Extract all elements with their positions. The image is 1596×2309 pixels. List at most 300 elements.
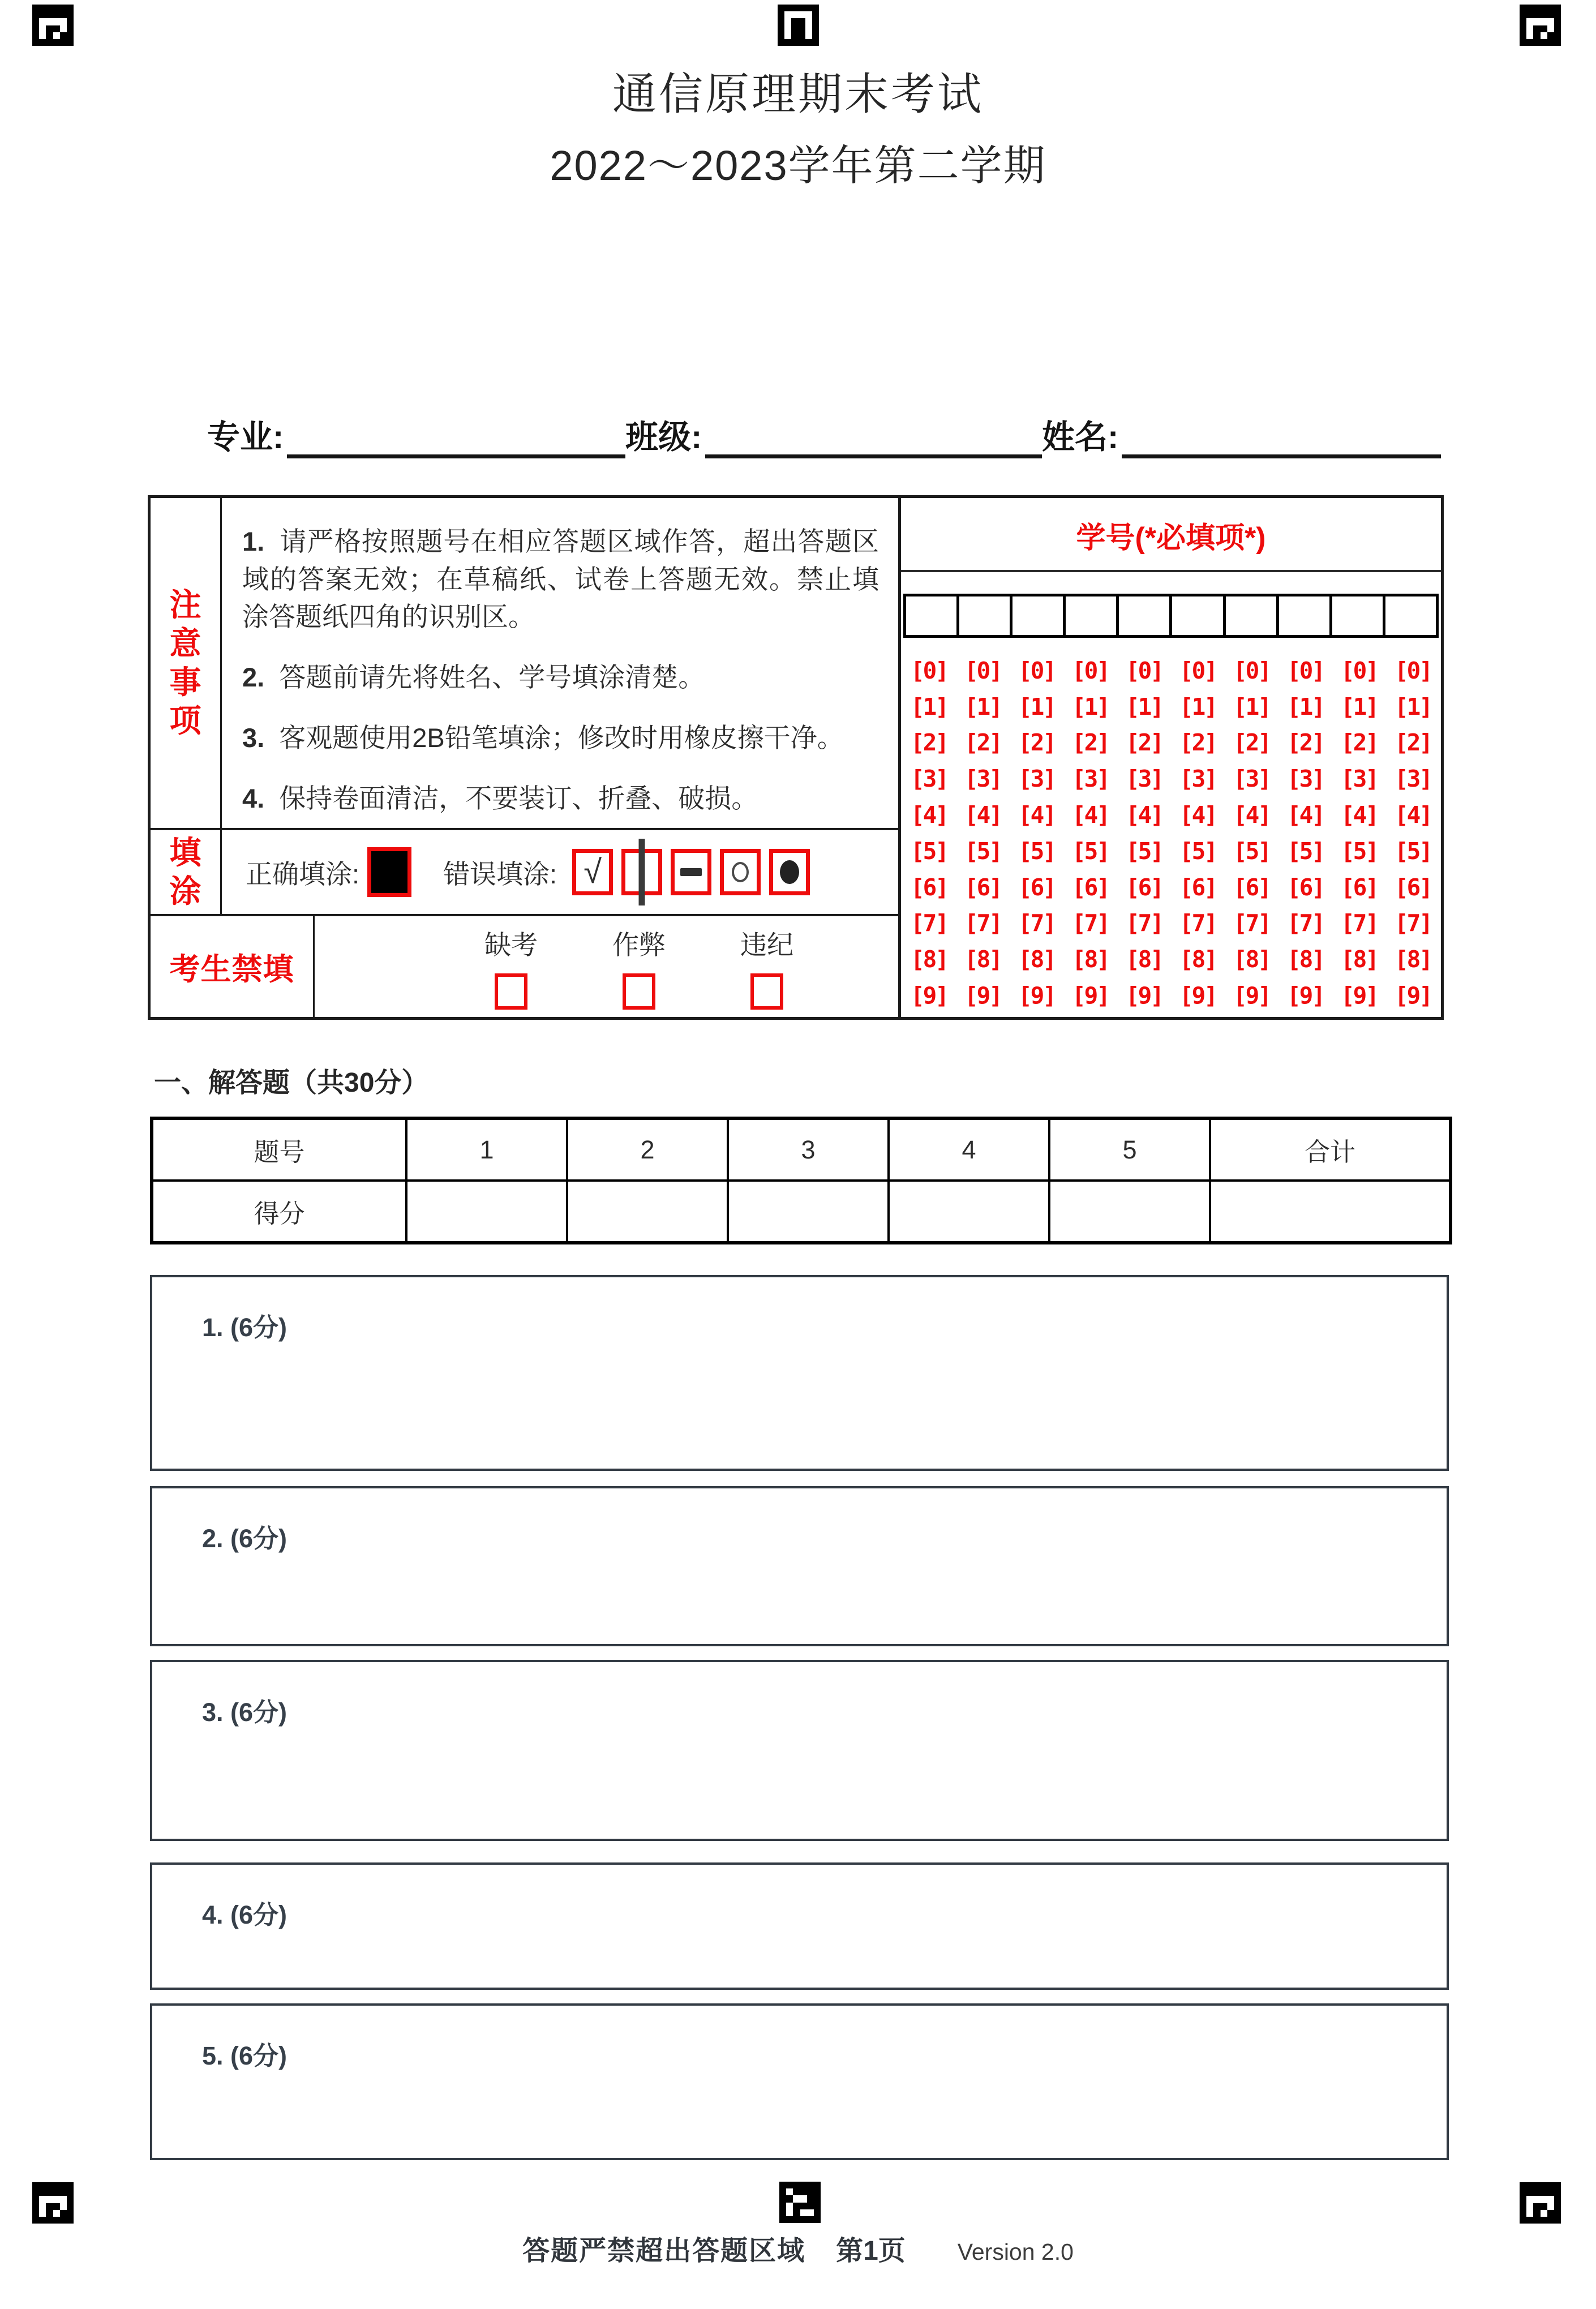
examiner-option-checkbox[interactable] [750, 973, 783, 1010]
student-id-bubble[interactable]: [1] [1394, 693, 1432, 720]
marker-cell [60, 25, 67, 32]
question-column-header: 5 [1049, 1118, 1210, 1181]
student-id-bubble[interactable]: [6] [1340, 873, 1378, 901]
question-column-header: 3 [728, 1118, 889, 1181]
fiducial-bottom-left [32, 2182, 74, 2224]
student-id-bubble[interactable]: [9] [1071, 982, 1109, 1010]
score-table-header-row [152, 1118, 1451, 1181]
student-id-bubble[interactable]: [7] [1286, 909, 1324, 937]
student-id-bubble[interactable]: [4] [1071, 801, 1109, 829]
marker-cell [67, 2182, 74, 2189]
marker-cell [799, 25, 805, 32]
marker-cell [793, 2182, 800, 2188]
student-id-bubble[interactable]: [4] [1394, 801, 1432, 829]
student-id-bubble[interactable]: [7] [1018, 909, 1056, 937]
marker-cell [786, 2195, 793, 2202]
marker-cell [1526, 11, 1533, 18]
marker-cell [32, 2203, 39, 2210]
student-id-bubble[interactable]: [4] [910, 801, 948, 829]
student-id-bubble[interactable]: [9] [910, 982, 948, 1010]
marker-cell [800, 2195, 807, 2202]
marker-cell [67, 2217, 74, 2224]
student-id-bubble[interactable]: [1] [910, 693, 948, 720]
marker-cell [807, 2195, 814, 2202]
student-id-bubble[interactable]: [7] [1394, 909, 1432, 937]
marker-cell [799, 5, 805, 11]
fiducial-top-center [778, 5, 819, 46]
marker-cell [53, 2203, 60, 2210]
marker-cell [1554, 32, 1561, 39]
student-id-bubble[interactable]: [0] [1286, 656, 1324, 684]
marker-cell [67, 2203, 74, 2210]
marker-cell [1526, 32, 1533, 39]
wrong-fill-example-box [720, 849, 761, 895]
fill-demo-label [151, 830, 222, 914]
marker-cell [786, 2182, 793, 2188]
student-id-bubble[interactable]: [9] [1286, 982, 1324, 1010]
marker-cell [807, 2182, 814, 2188]
student-id-bubble[interactable]: [3] [1018, 765, 1056, 793]
marker-cell [1541, 2189, 1547, 2196]
marker-cell [1533, 39, 1540, 46]
student-id-title: 学号(*必填项*) [1076, 522, 1266, 555]
examiner-option-label: 作弊 [612, 929, 666, 960]
marker-cell [793, 2209, 800, 2216]
notice-item-text: 客观题使用2B铅笔填涂；修改时用橡皮擦干净。 [279, 722, 844, 753]
student-id-bubble[interactable]: [4] [1286, 801, 1324, 829]
notice-item [242, 523, 879, 636]
student-id-bubble[interactable]: [6] [1125, 873, 1163, 901]
marker-cell [814, 2195, 821, 2202]
student-id-bubble[interactable]: [6] [964, 873, 1002, 901]
marker-cell [39, 5, 46, 11]
marker-cell [53, 11, 60, 18]
marker-cell [39, 18, 46, 25]
student-id-bubble[interactable]: [8] [910, 946, 948, 973]
student-id-bubble[interactable]: [0] [1394, 656, 1432, 684]
score-cell[interactable] [406, 1181, 567, 1243]
marker-cell [1554, 25, 1561, 32]
marker-cell [67, 32, 74, 39]
marker-cell [799, 11, 805, 18]
marker-cell [60, 32, 67, 39]
marker-cell [778, 11, 784, 18]
notice-item [242, 719, 879, 757]
student-id-bubble[interactable]: [3] [1286, 765, 1324, 793]
marker-cell [1533, 25, 1540, 32]
marker-cell [1547, 39, 1554, 46]
marker-cell [791, 5, 798, 11]
student-id-digit-box[interactable] [1329, 594, 1385, 638]
marker-cell [1547, 2189, 1554, 2196]
marker-cell [805, 18, 812, 25]
student-id-write-boxes [903, 594, 1439, 638]
label-char: 注 [169, 586, 201, 623]
student-id-bubble[interactable]: [5] [1071, 837, 1109, 865]
student-id-bubble[interactable]: [3] [1394, 765, 1432, 793]
marker-cell [1533, 32, 1540, 39]
marker-cell [1526, 39, 1533, 46]
footer-version: Version 2.0 [957, 2239, 1074, 2265]
student-id-bubble[interactable]: [8] [1071, 946, 1109, 973]
student-id-panel [898, 498, 1441, 1017]
student-id-bubble[interactable]: [0] [1233, 656, 1271, 684]
wrong-fill-example-box [769, 849, 810, 895]
marker-cell [778, 32, 784, 39]
field-write-line[interactable] [1122, 419, 1441, 458]
marker-cell [786, 2209, 793, 2216]
student-id-bubble[interactable]: [8] [1179, 946, 1217, 973]
marker-cell [1520, 25, 1526, 32]
hollow-circle-icon [732, 862, 749, 882]
marker-cell [812, 25, 819, 32]
notice-item-text: 保持卷面清洁，不要装订、折叠、破损。 [279, 783, 758, 813]
student-id-digit-box[interactable] [1276, 594, 1332, 638]
fill-demo-row [151, 830, 898, 916]
student-id-bubble[interactable]: [9] [1340, 982, 1378, 1010]
student-id-bubble[interactable]: [5] [1394, 837, 1432, 865]
marker-cell [1554, 2217, 1561, 2224]
student-id-digit-box[interactable] [1383, 594, 1439, 638]
notice-row [151, 498, 898, 830]
student-id-digit-box[interactable] [956, 594, 1012, 638]
field-label: 班级: [625, 418, 702, 456]
marker-cell [799, 39, 805, 46]
question-number-header: 题号 [152, 1118, 406, 1181]
student-id-bubble[interactable]: [7] [1071, 909, 1109, 937]
student-id-bubble[interactable]: [0] [1340, 656, 1378, 684]
fiducial-bottom-right [1520, 2182, 1561, 2224]
marker-cell [1547, 5, 1554, 11]
marker-cell [812, 11, 819, 18]
marker-cell [1547, 2217, 1554, 2224]
marker-cell [39, 39, 46, 46]
marker-cell [1526, 2189, 1533, 2196]
student-id-bubble[interactable]: [0] [910, 656, 948, 684]
marker-cell [779, 2182, 786, 2188]
score-cell[interactable] [728, 1181, 889, 1243]
student-id-bubble[interactable]: [2] [1394, 729, 1432, 757]
marker-cell [1533, 2217, 1540, 2224]
student-id-bubble[interactable]: [4] [1233, 801, 1271, 829]
label-char: 项 [169, 702, 201, 739]
student-id-bubble[interactable]: [3] [1233, 765, 1271, 793]
marker-cell [60, 39, 67, 46]
student-id-bubble[interactable]: [9] [1394, 982, 1432, 1010]
score-cell[interactable] [1049, 1181, 1210, 1243]
marker-cell [1520, 2203, 1526, 2210]
marker-cell [32, 2196, 39, 2203]
student-id-bubble[interactable]: [6] [910, 873, 948, 901]
student-id-bubble[interactable]: [7] [964, 909, 1002, 937]
student-id-bubble[interactable]: [3] [1125, 765, 1163, 793]
marker-cell [1520, 2196, 1526, 2203]
marker-cell [778, 5, 784, 11]
marker-cell [807, 2216, 814, 2223]
marker-cell [46, 25, 53, 32]
marker-cell [60, 18, 67, 25]
student-id-bubble[interactable]: [2] [1286, 729, 1324, 757]
footer-page-number: 第1页 [836, 2236, 906, 2266]
marker-cell [46, 5, 53, 11]
examiner-only-options [315, 916, 898, 1017]
marker-cell [1541, 2210, 1547, 2217]
marker-cell [800, 2188, 807, 2195]
wrong-fill-example-box [621, 849, 662, 895]
marker-cell [46, 18, 53, 25]
marker-cell [1541, 2196, 1547, 2203]
marker-cell [1554, 2182, 1561, 2189]
student-id-bubble[interactable]: [2] [1233, 729, 1271, 757]
marker-cell [779, 2195, 786, 2202]
marker-cell [778, 39, 784, 46]
student-id-bubble[interactable]: [7] [1233, 909, 1271, 937]
student-id-bubble[interactable]: [8] [1286, 946, 1324, 973]
field-label: 姓名: [1042, 418, 1119, 456]
marker-cell [39, 2210, 46, 2217]
student-id-bubble[interactable]: [6] [1286, 873, 1324, 901]
marker-cell [807, 2203, 814, 2209]
marker-cell [1554, 2210, 1561, 2217]
marker-cell [67, 39, 74, 46]
student-id-digit-box[interactable] [1169, 594, 1225, 638]
student-id-bubble[interactable]: [0] [1179, 656, 1217, 684]
answer-box-q5[interactable] [150, 2003, 1449, 2160]
marker-cell [1541, 2182, 1547, 2189]
student-id-bubble[interactable]: [1] [1179, 693, 1217, 720]
student-id-bubble[interactable]: [1] [964, 693, 1002, 720]
student-id-bubble[interactable]: [4] [1340, 801, 1378, 829]
notice-item-number: 4. [242, 783, 265, 813]
student-id-bubble[interactable]: [0] [964, 656, 1002, 684]
student-id-bubble[interactable]: [9] [1018, 982, 1056, 1010]
score-row-label: 得分 [152, 1181, 406, 1243]
student-id-bubble[interactable]: [0] [1125, 656, 1163, 684]
student-id-bubble[interactable]: [2] [1018, 729, 1056, 757]
answer-box-q1[interactable] [150, 1275, 1449, 1471]
marker-cell [779, 2216, 786, 2223]
marker-cell [1547, 11, 1554, 18]
student-id-bubble[interactable]: [4] [1018, 801, 1056, 829]
student-id-bubble[interactable]: [3] [910, 765, 948, 793]
marker-cell [784, 18, 791, 25]
marker-cell [1547, 2210, 1554, 2217]
answer-box-q3[interactable] [150, 1660, 1449, 1841]
student-id-bubble[interactable]: [5] [1125, 837, 1163, 865]
marker-cell [791, 18, 798, 25]
student-id-bubble[interactable]: [8] [1018, 946, 1056, 973]
student-id-bubble[interactable]: [1] [1071, 693, 1109, 720]
student-id-bubble[interactable]: [5] [1233, 837, 1271, 865]
student-id-bubble[interactable]: [7] [1125, 909, 1163, 937]
student-id-bubble[interactable]: [8] [964, 946, 1002, 973]
student-id-bubble[interactable]: [2] [910, 729, 948, 757]
answer-box-label: 1. (6分) [202, 1313, 288, 1342]
marker-cell [1533, 2189, 1540, 2196]
student-info-row [207, 411, 1441, 458]
marker-cell [814, 2209, 821, 2216]
student-id-bubble[interactable]: [1] [1018, 693, 1056, 720]
student-id-bubble[interactable]: [4] [964, 801, 1002, 829]
marker-cell [39, 2189, 46, 2196]
student-id-bubble[interactable]: [1] [1286, 693, 1324, 720]
student-id-bubble[interactable]: [8] [1340, 946, 1378, 973]
student-id-bubble[interactable]: [4] [1125, 801, 1163, 829]
marker-cell [1520, 5, 1526, 11]
marker-cell [793, 2216, 800, 2223]
student-id-bubble[interactable]: [5] [1340, 837, 1378, 865]
student-id-bubble[interactable]: [2] [1340, 729, 1378, 757]
marker-cell [812, 32, 819, 39]
marker-cell [805, 39, 812, 46]
student-id-bubble[interactable]: [3] [1340, 765, 1378, 793]
marker-cell [805, 5, 812, 11]
student-id-bubble[interactable]: [8] [1394, 946, 1432, 973]
marker-cell [1554, 5, 1561, 11]
marker-cell [1520, 32, 1526, 39]
short-dash-icon [680, 868, 702, 876]
student-id-bubble[interactable]: [3] [964, 765, 1002, 793]
score-table [150, 1117, 1452, 1244]
marker-cell [1541, 11, 1547, 18]
marker-cell [53, 25, 60, 32]
marker-cell [814, 2182, 821, 2188]
student-info-field [207, 411, 625, 458]
marker-cell [786, 2188, 793, 2195]
examiner-option [740, 924, 793, 1010]
student-id-bubble[interactable]: [9] [964, 982, 1002, 1010]
marker-cell [32, 2217, 39, 2224]
student-id-bubble[interactable]: [9] [1179, 982, 1217, 1010]
marker-cell [32, 39, 39, 46]
marker-cell [53, 5, 60, 11]
answer-box-q4[interactable] [150, 1862, 1449, 1990]
student-id-bubble[interactable]: [3] [1179, 765, 1217, 793]
field-write-line[interactable] [287, 419, 625, 458]
marker-cell [1520, 2210, 1526, 2217]
marker-cell [1520, 2217, 1526, 2224]
student-id-bubble[interactable]: [5] [1286, 837, 1324, 865]
section-title: 一、解答题（共30分） [154, 1068, 429, 1098]
marker-cell [60, 2210, 67, 2217]
marker-cell [32, 18, 39, 25]
student-id-bubble[interactable]: [5] [1018, 837, 1056, 865]
student-id-bubble[interactable]: [2] [1179, 729, 1217, 757]
marker-cell [1541, 32, 1547, 39]
student-id-bubble[interactable]: [7] [1340, 909, 1378, 937]
student-id-bubble[interactable]: [1] [1233, 693, 1271, 720]
student-id-digit-box[interactable] [1116, 594, 1172, 638]
student-id-bubble[interactable]: [2] [1125, 729, 1163, 757]
student-id-bubble[interactable]: [5] [1179, 837, 1217, 865]
student-id-bubble[interactable]: [9] [1125, 982, 1163, 1010]
student-id-bubble[interactable]: [6] [1179, 873, 1217, 901]
marker-cell [32, 2210, 39, 2217]
student-id-bubble[interactable]: [9] [1233, 982, 1271, 1010]
student-id-digit-box[interactable] [1223, 594, 1279, 638]
score-cell[interactable] [889, 1181, 1049, 1243]
marker-cell [814, 2216, 821, 2223]
marker-cell [67, 25, 74, 32]
marker-cell [805, 25, 812, 32]
marker-cell [784, 39, 791, 46]
student-id-bubble[interactable]: [6] [1394, 873, 1432, 901]
label-char: 意 [169, 625, 201, 662]
student-id-bubble[interactable]: [7] [910, 909, 948, 937]
marker-cell [1547, 18, 1554, 25]
score-cell[interactable] [567, 1181, 728, 1243]
marker-cell [39, 11, 46, 18]
marker-cell [786, 2203, 793, 2209]
student-id-bubble[interactable]: [5] [964, 837, 1002, 865]
student-id-bubble[interactable]: [4] [1179, 801, 1217, 829]
student-id-bubble[interactable]: [0] [1018, 656, 1056, 684]
marker-cell [67, 18, 74, 25]
student-id-bubble[interactable]: [0] [1071, 656, 1109, 684]
marker-cell [1547, 2196, 1554, 2203]
marker-cell [1526, 2217, 1533, 2224]
student-id-digit-box[interactable] [1010, 594, 1066, 638]
student-id-digit-box[interactable] [903, 594, 959, 638]
marker-cell [784, 11, 791, 18]
examiner-option-checkbox[interactable] [495, 973, 527, 1010]
student-id-digit-box[interactable] [1063, 594, 1119, 638]
student-id-bubble[interactable]: [1] [1125, 693, 1163, 720]
marker-cell [1526, 18, 1533, 25]
marker-cell [812, 5, 819, 11]
marker-cell [1533, 2196, 1540, 2203]
student-id-bubble[interactable]: [2] [964, 729, 1002, 757]
student-id-bubble[interactable]: [7] [1179, 909, 1217, 937]
marker-cell [1554, 2189, 1561, 2196]
student-id-bubble[interactable]: [6] [1018, 873, 1056, 901]
student-id-bubble-grid [902, 653, 1440, 1014]
field-write-line[interactable] [705, 419, 1042, 458]
student-id-bubble[interactable]: [8] [1125, 946, 1163, 973]
marker-cell [1554, 2203, 1561, 2210]
marker-cell [1547, 2203, 1554, 2210]
marker-cell [1554, 11, 1561, 18]
field-label: 专业: [207, 418, 284, 456]
student-id-bubble[interactable]: [6] [1233, 873, 1271, 901]
marker-cell [67, 2210, 74, 2217]
examiner-option-checkbox[interactable] [623, 973, 655, 1010]
student-id-bubble[interactable]: [2] [1071, 729, 1109, 757]
marker-cell [800, 2203, 807, 2209]
notice-label [151, 498, 222, 828]
score-cell[interactable] [1210, 1181, 1451, 1243]
student-id-bubble[interactable]: [8] [1233, 946, 1271, 973]
marker-cell [791, 32, 798, 39]
answer-box-q2[interactable] [150, 1486, 1449, 1646]
examiner-only-label: 考生禁填 [151, 916, 315, 1017]
student-id-bubble[interactable]: [6] [1071, 873, 1109, 901]
vertical-bar-icon [639, 839, 645, 905]
marker-cell [39, 2203, 46, 2210]
student-id-bubble[interactable]: [1] [1340, 693, 1378, 720]
marker-cell [1520, 39, 1526, 46]
marker-cell [805, 11, 812, 18]
student-id-bubble[interactable]: [3] [1071, 765, 1109, 793]
marker-cell [32, 5, 39, 11]
marker-cell [60, 2196, 67, 2203]
marker-cell [1541, 2203, 1547, 2210]
marker-cell [1533, 5, 1540, 11]
correct-fill-label: 正确填涂: [246, 859, 360, 889]
marker-cell [1547, 25, 1554, 32]
marker-cell [1541, 18, 1547, 25]
student-id-bubble[interactable]: [5] [910, 837, 948, 865]
